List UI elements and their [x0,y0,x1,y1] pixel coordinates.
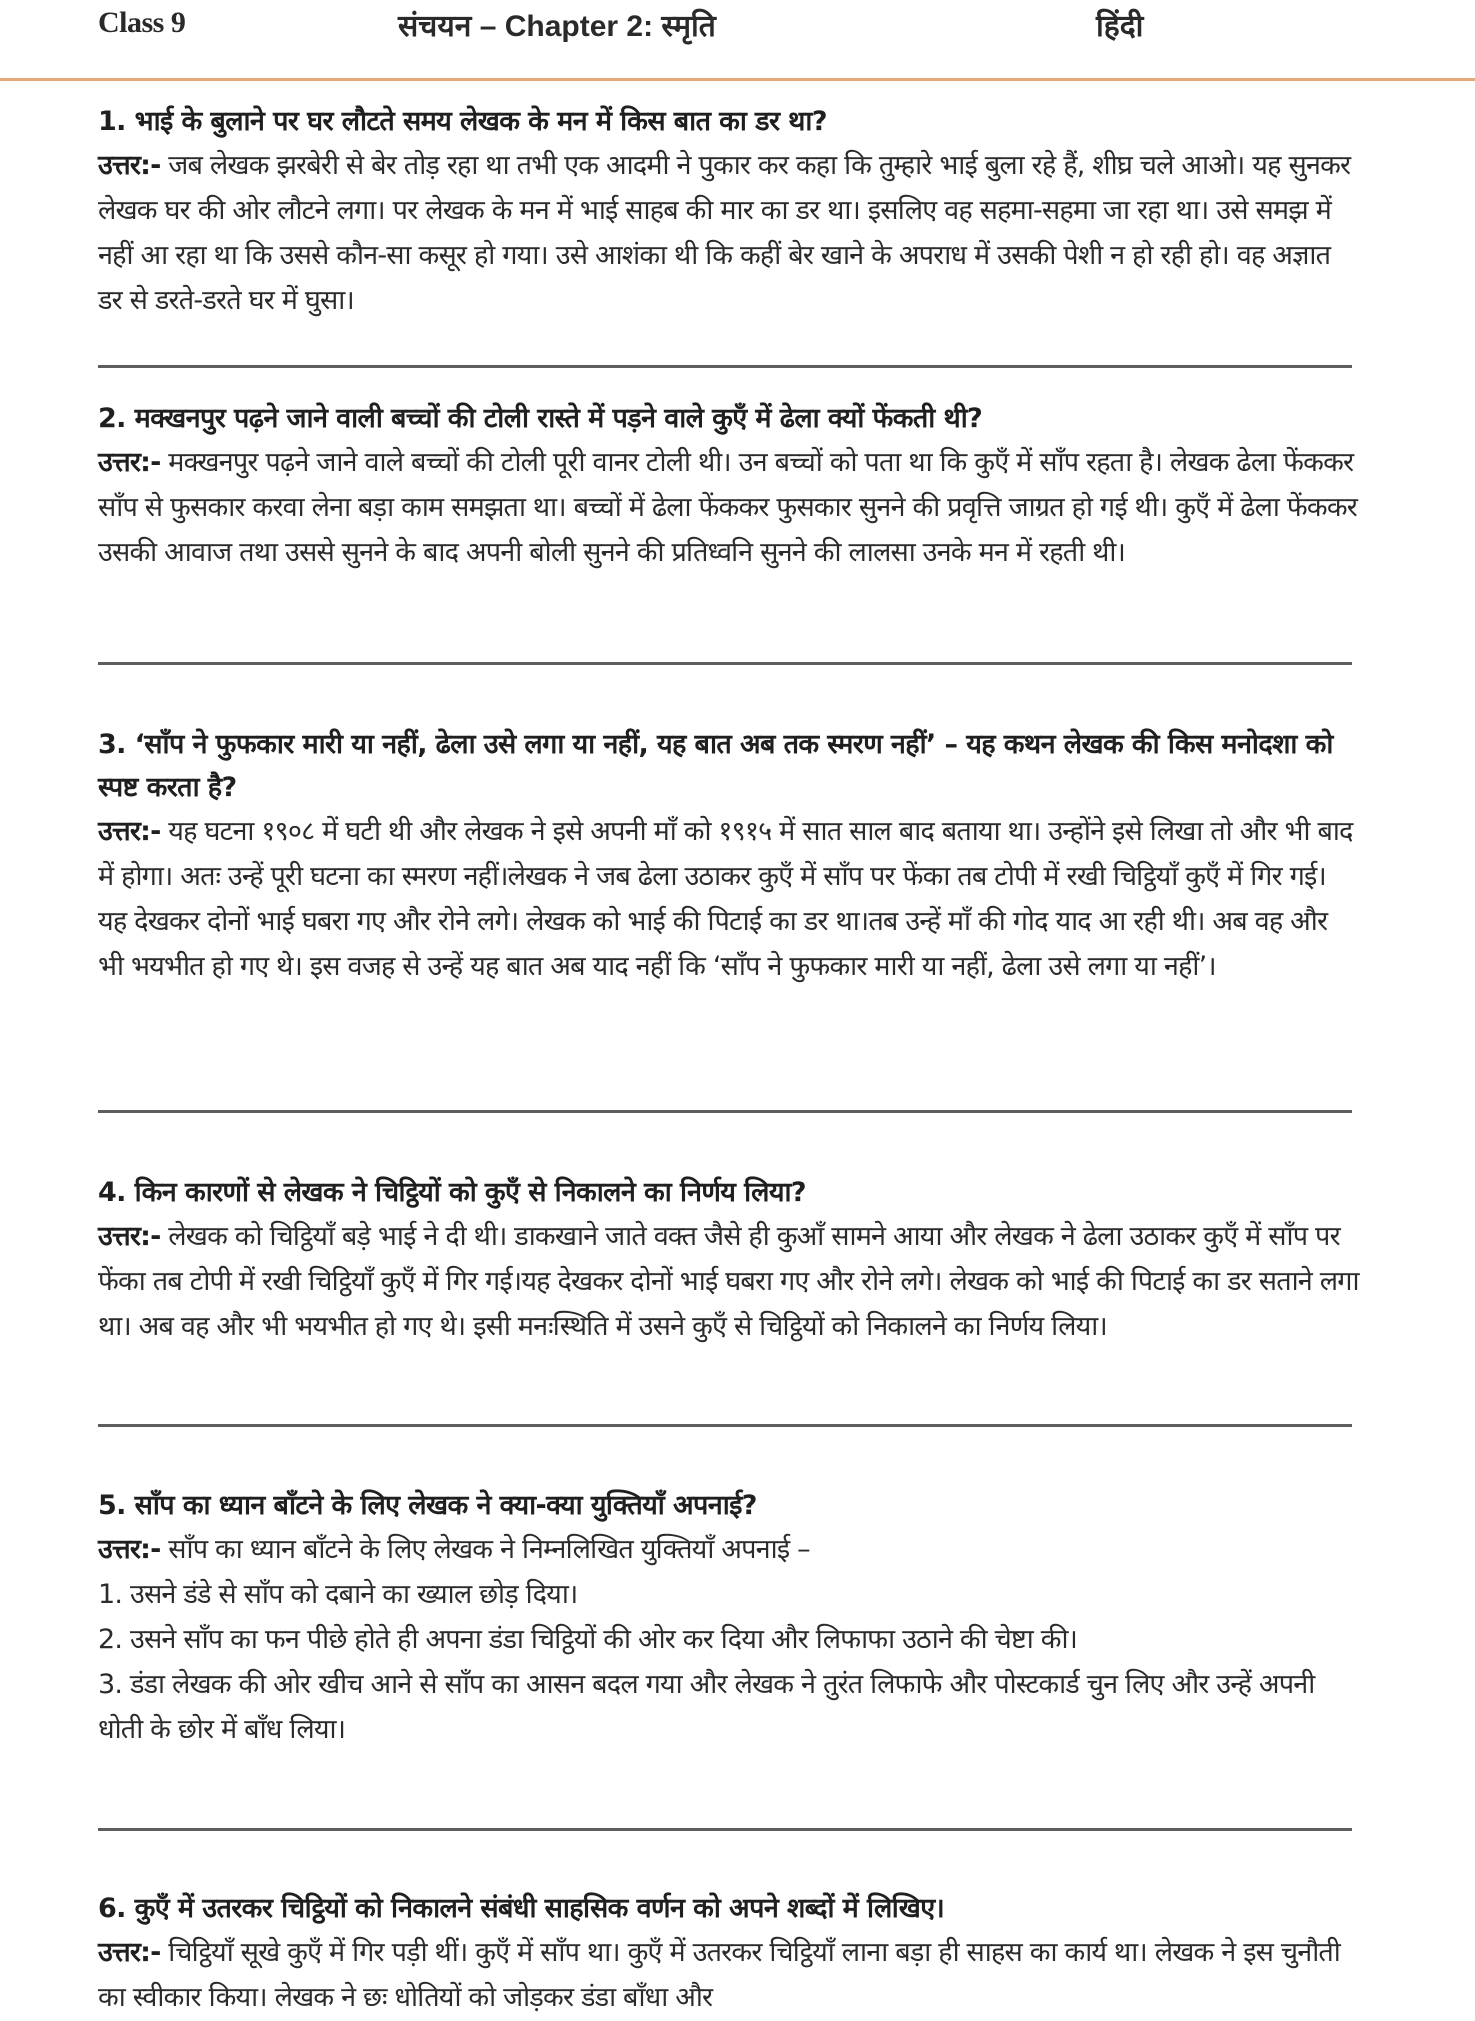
qa-block-6 [98,1887,1360,2020]
separator [98,1110,1352,1113]
answer-5 [98,1527,1360,1572]
qa-block-2 [98,397,1360,575]
answer-1 [98,143,1360,323]
answer-text: लेखक को चिट्ठियाँ बड़े भाई ने दी थी। डाकखाने जाते वक्त जैसे ही कुआँ सामने आया और लेखक ने ढेला उठाकर कुएँ में साँप पर फेंका तब टोपी में रखी चिट्ठियाँ कुएँ में गिर गई।यह देखकर दोनों भाई घबरा गए और रोने लगे। लेखक को भाई की पिटाई का डर सताने लगा था। अब वह और भी भयभीत हो गए थे। इसी मनःस्थिति में उसने कुएँ से चिट्ठियों को निकालने का निर्णय लिया। [98,1221,1359,1342]
answer-3 [98,809,1360,989]
question-3: 3. ‘साँप ने फुफकार मारी या नहीं, ढेला उसे लगा या नहीं, यह बात अब तक स्मरण नहीं’ – यह कथन लेखक की किस मनोदशा को स्पष्ट करता है? [98,729,1333,803]
answer-6 [98,1930,1360,2020]
answer-label: उत्तर:- [98,150,161,181]
answer-label: उत्तर:- [98,447,161,478]
question-6: 6. कुएँ में उतरकर चिट्ठियों को निकालने संबंधी साहसिक वर्णन को अपने शब्दों में लिखिए। [98,1893,945,1924]
question-2: 2. मक्खनपुर पढ़ने जाने वाली बच्चों की टोली रास्ते में पड़ने वाले कुएँ में ढेला क्यों फेंकती थी? [98,403,983,434]
point-2: 2. उसने साँप का फन पीछे होते ही अपना डंडा चिट्ठियों की ओर कर दिया और लिफाफा उठाने की चेष्टा की। [98,1624,1078,1655]
separator [98,365,1352,368]
point-1: 1. उसने डंडे से साँप को दबाने का ख्याल छोड़ दिया। [98,1579,578,1610]
class-label: Class 9 [98,6,186,39]
answer-text: यह घटना १९०८ में घटी थी और लेखक ने इसे अपनी माँ को १९१५ में सात साल बाद बताया था। उन्होंने इसे लिखा तो और भी बाद में होगा। अतः उन्हें पूरी घटना का स्मरण नहीं।लेखक ने जब ढेला उठाकर कुएँ में साँप पर फेंका तब टोपी में रखी चिट्ठियाँ कुएँ में गिर गई। यह देखकर दोनों भाई घबरा गए और रोने लगे। लेखक को भाई की पिटाई का डर था।तब उन्हें माँ की गोद याद आ रही थी। अब वह और भी भयभीत हो गए थे। इस वजह से उन्हें यह बात अब याद नहीं कि ‘साँप ने फुफकार मारी या नहीं, ढेला उसे लगा या नहीं’। [98,816,1353,982]
answer-text: मक्खनपुर पढ़ने जाने वाले बच्चों की टोली पूरी वानर टोली थी। उन बच्चों को पता था कि कुएँ में साँप रहता है। लेखक ढेला फेंककर साँप से फुसकार करवा लेना बड़ा काम समझता था। बच्चों में ढेला फेंककर फुसकार सुनने की प्रवृत्ति जाग्रत हो गई थी। कुएँ में ढेला फेंककर उसकी आवाज तथा उससे सुनने के बाद अपनी बोली सुनने की प्रतिध्वनि सुनने की लालसा उनके मन में रहती थी। [98,447,1358,568]
answer-text: जब लेखक झरबेरी से बेर तोड़ रहा था तभी एक आदमी ने पुकार कर कहा कि तुम्हारे भाई बुला रहे हैं, शीघ्र चले आओ। यह सुनकर लेखक घर की ओर लौटने लगा। पर लेखक के मन में भाई साहब की मार का डर था। इसलिए वह सहमा-सहमा जा रहा था। उसे समझ में नहीं आ रहा था कि उससे कौन-सा कसूर हो गया। उसे आशंका थी कि कहीं बेर खाने के अपराध में उसकी पेशी न हो रही हो। वह अज्ञात डर से डरते-डरते घर में घुसा। [98,150,1351,316]
answer-label: उत्तर:- [98,1534,161,1565]
answer-label: उत्तर:- [98,816,161,847]
answer-label: उत्तर:- [98,1937,161,1968]
separator [98,662,1352,665]
answer-4 [98,1214,1360,1349]
qa-block-1 [98,100,1360,323]
qa-block-5 [98,1484,1360,1752]
chapter-title: संचयन – Chapter 2: स्मृति [398,10,716,43]
point-3: 3. डंडा लेखक की ओर खीच आने से साँप का आसन बदल गया और लेखक ने तुरंत लिफाफे और पोस्टकार्ड चुन लिए और उन्हें अपनी धोती के छोर में बाँध लिया। [98,1669,1315,1745]
question-1: 1. भाई के बुलाने पर घर लौटते समय लेखक के मन में किस बात का डर था? [98,106,827,137]
separator [98,1828,1352,1831]
header-rule [0,78,1475,81]
answer-2 [98,440,1360,575]
answer-label: उत्तर:- [98,1221,161,1252]
answer-text: चिट्ठियाँ सूखे कुएँ में गिर पड़ी थीं। कुएँ में साँप था। कुएँ में उतरकर चिट्ठियाँ लाना बड़ा ही साहस का कार्य था। लेखक ने इस चुनौती का स्वीकार किया। लेखक ने छः धोतियों को जोड़कर डंडा बाँधा और [98,1937,1340,2013]
separator [98,1424,1352,1427]
qa-block-3 [98,723,1360,989]
question-4: 4. किन कारणों से लेखक ने चिट्ठियों को कुएँ से निकालने का निर्णय लिया? [98,1177,806,1208]
qa-block-4 [98,1171,1360,1349]
question-5: 5. साँप का ध्यान बाँटने के लिए लेखक ने क्या-क्या युक्तियाँ अपनाई? [98,1490,757,1521]
answer-text: साँप का ध्यान बाँटने के लिए लेखक ने निम्नलिखित युक्तियाँ अपनाई – [168,1534,810,1565]
page-header [0,0,1475,82]
subject-label: हिंदी [1096,9,1144,44]
